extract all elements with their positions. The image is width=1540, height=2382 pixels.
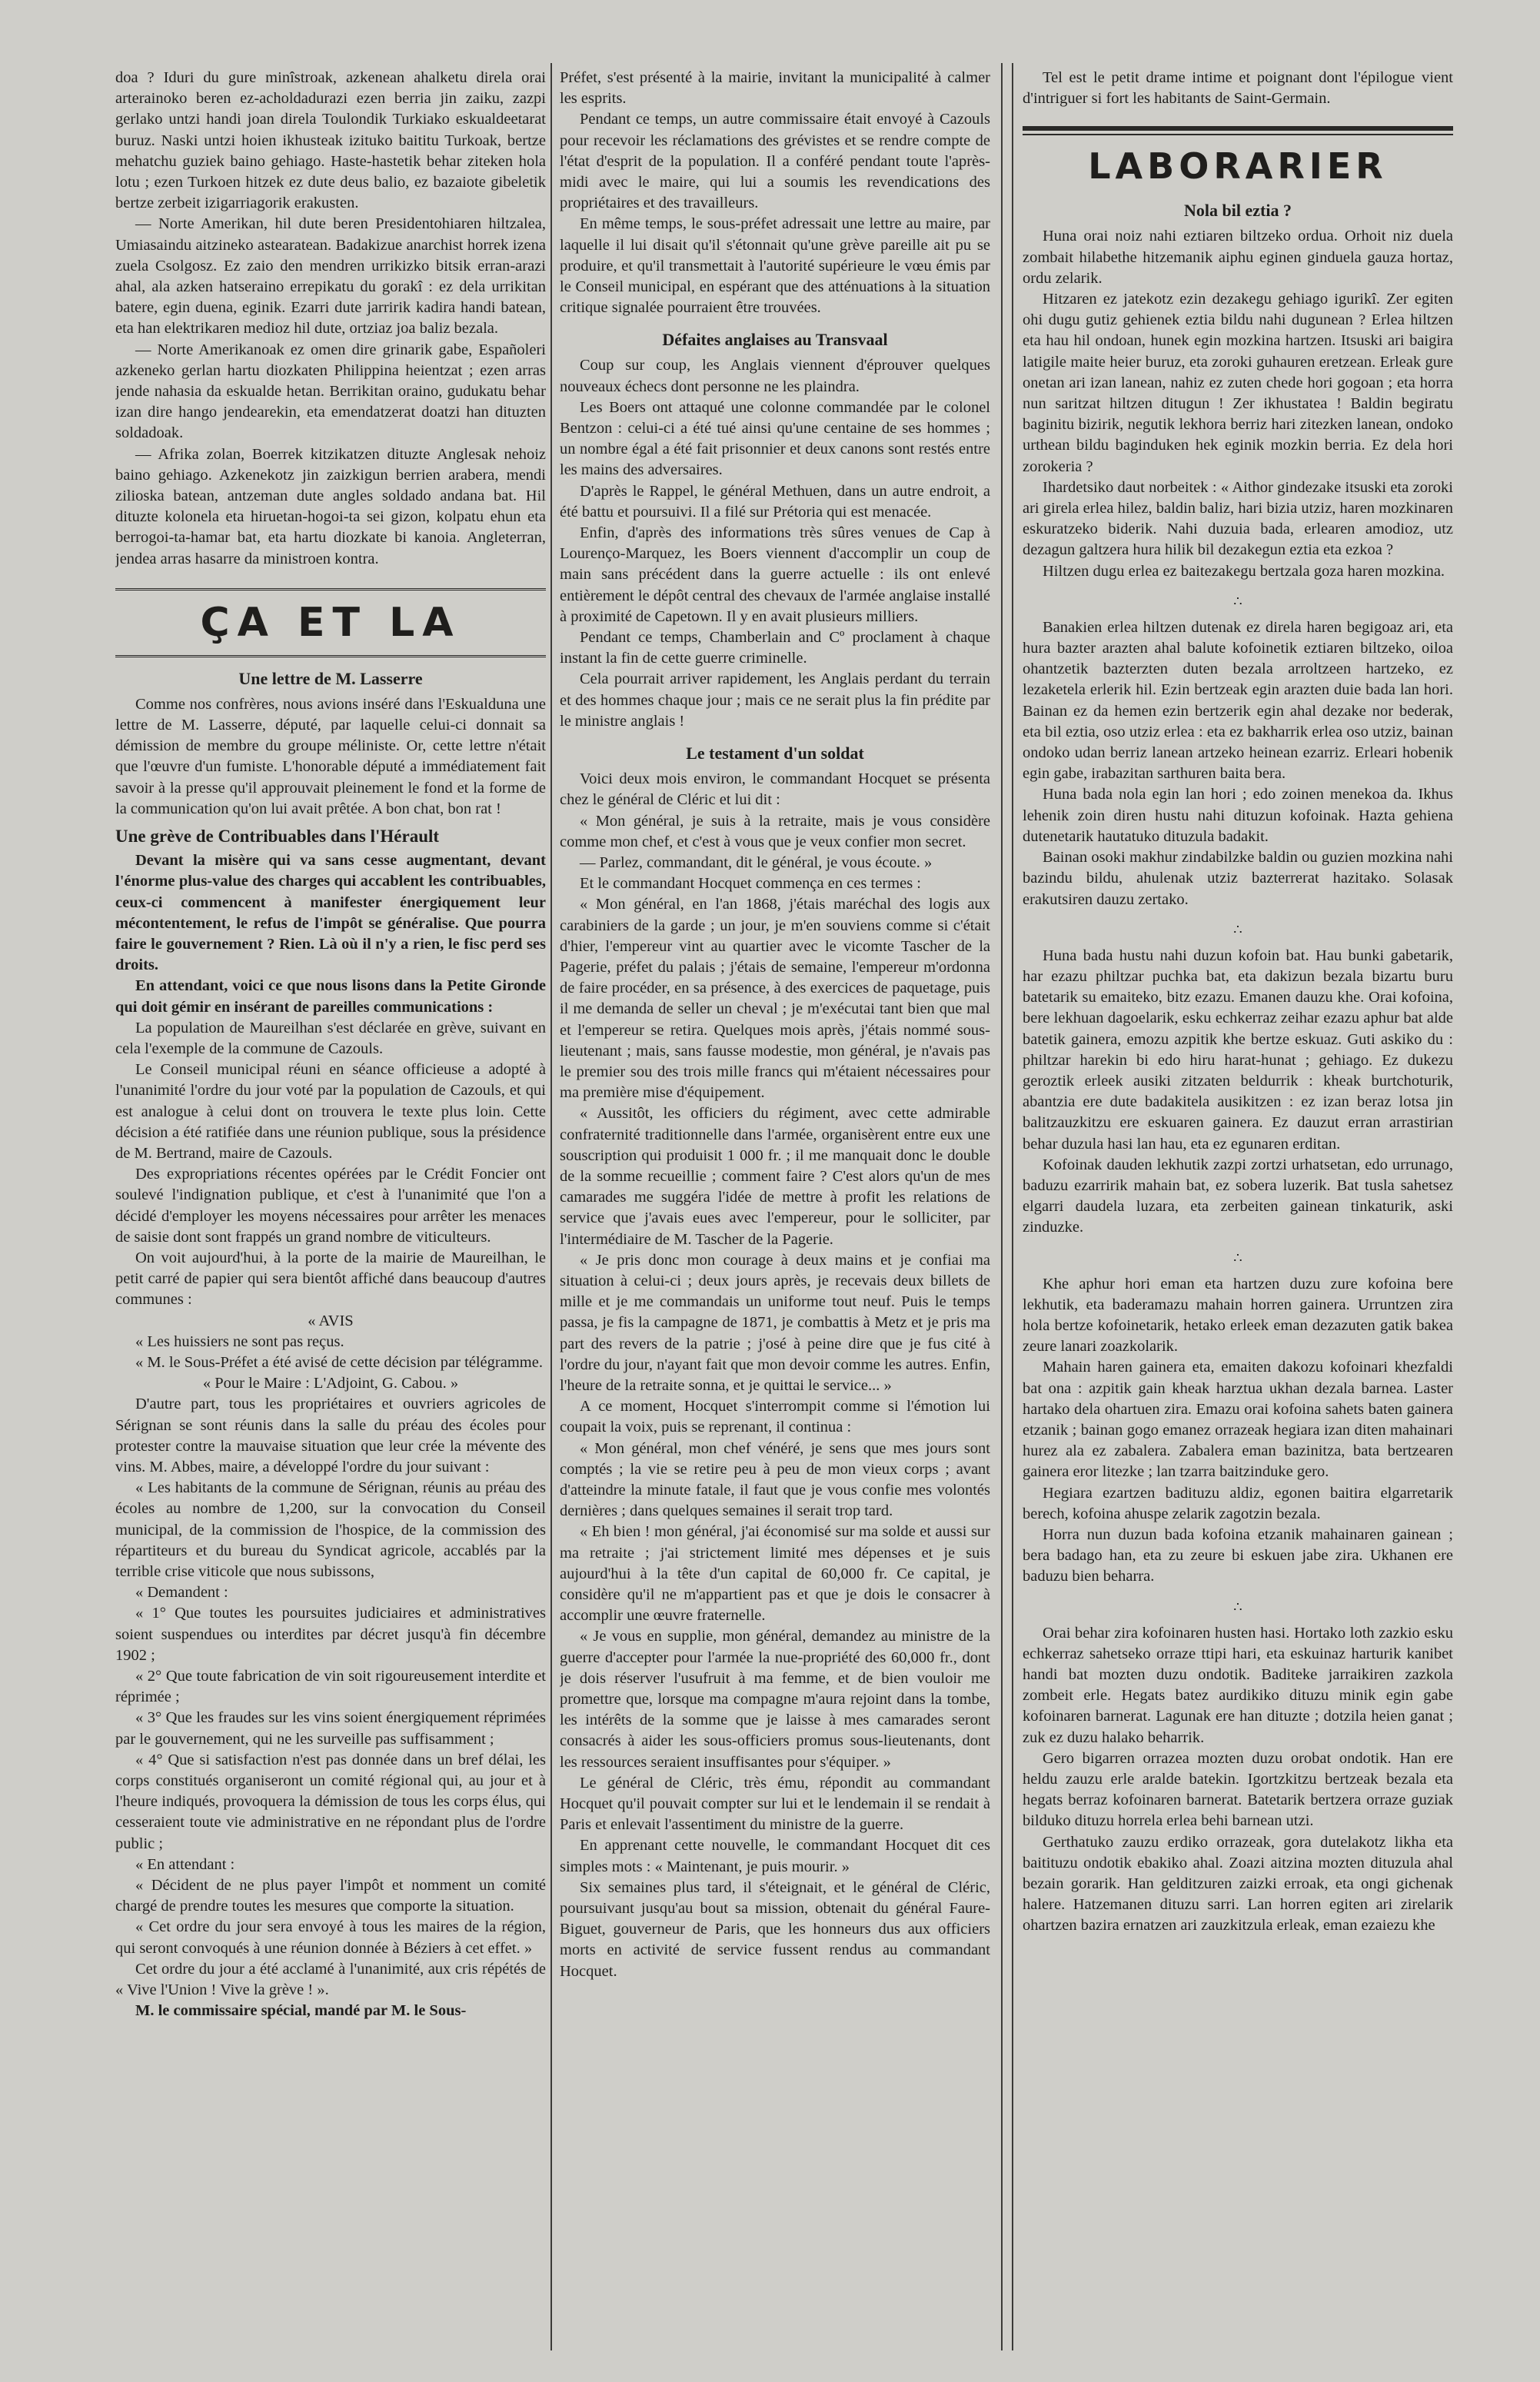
article-paragraph: Voici deux mois environ, le commandant Hocquet se présenta chez le général de Cléric et lui dit : [560,770,990,809]
section-separator-icon: ∴ [1233,1599,1242,1615]
article-paragraph: Orai behar zira kofoinaren husten hasi. Hortako loth zazkio esku echkerraz sahetseko orraze ttipi hari, eta eskuinaz harturik kanibet handi bat mozten duzu ondotik. Baditeke jarraikiren zazkola zombeit erle. Hegats batez aurdikiko dituzu minik egin gabe kofoinaren barnerat. Lagunak ere han dituzte ; dotzila heien ganat ; zuk ez duzu halako beharrik. [1023,1624,1453,1746]
article-paragraph: « Mon général, je suis à la retraite, mais je vous considère comme mon chef, et c'est à vous que je veux confier mon secret. [560,812,990,850]
article-paragraph: Huna orai noiz nahi eztiaren biltzeko ordua. Orhoit niz duela zombait hilabethe hitzemanik aiphu eginen ginduela gauza hortaz, ordu zelarik. [1023,228,1453,287]
article-paragraph: Enfin, d'après des informations très sûres venues de Cap à Lourenço-Marquez, les Boers viennent d'accomplir un coup de main sans précédent dans la guerre actuelle : ils ont enlevé entièrement le dépôt central des chevaux de l'armée anglaise installé à proximité de Capetown. Il y en avait plusieurs milliers. [560,524,990,625]
article-paragraph: Tel est le petit drame intime et poignant dont l'épilogue vient d'intriguer si fort les habitants de Saint-Germain. [1023,69,1453,108]
article-paragraph: « Eh bien ! mon général, j'ai économisé sur ma solde et aussi sur ma retraite ; j'ai strictement limité mes dépenses et je suis aujourd'hui à la tête d'un capital de 60,000 fr. Ce capital, je considère qu'il ne m'appartient pas et que je dois le consacrer à accomplir une œuvre fraternelle. [560,1523,990,1625]
article-paragraph: Et le commandant Hocquet commença en ces termes : [580,875,921,893]
article-paragraph: Bainan osoki makhur zindabilzke baldin ou guzien mozkina nahi bazindu bildu, ahulenak utziz bazterrerat hazitako. Solasak erakutsiren dauzu zertako. [1023,849,1453,908]
column-3 [1023,68,1453,2351]
article-paragraph: Gero bigarren orrazea mozten duzu orobat ondotik. Han ere heldu zauzu erle aralde batekin. Igortzkitzu bertzeak bezala eta hegats berraz kofoinaren barnerat. Batetarik bertzera orraze guziak bilduko dituzu horrela erlea behi barnean utzi. [1023,1749,1453,1830]
article-lead: Devant la misère qui va sans cesse augmentant, devant l'énorme plus-value des charges qui accablent les contribuables, ceux-ci commencent à manifester énergiquement leur mécontentement, le refus de l'impôt se généralise. Que pourra faire le gouvernement ? Rien. Là où il n'y a rien, le fisc perd ses droits. [115,852,546,974]
notice-signature: « Pour le Maire : L'Adjoint, G. Cabou. » [202,1375,459,1392]
article-paragraph: « Aussitôt, les officiers du régiment, avec cette admirable confraternité traditionnelle dans l'armée, organisèrent entre eux une souscription qui produisit 1 000 fr. ; il me manquait donc le double de la somme recueillie ; comment faire ? C'est alors qu'un de mes camarades me suggéra l'idée de mettre à profit les relations de service que j'avais eues avec l'empereur, pour le solliciter, par l'intermédiaire de M. Tascher de la Pagerie. [560,1105,990,1248]
article-paragraph: Horra nun duzun bada kofoina etzanik mahainaren gainean ; bera badago han, eta zu zeure bi eskuen jabe zira. Ukhanen ere baduzu bien beharra. [1023,1525,1453,1585]
article-paragraph: « Je vous en supplie, mon général, demandez au ministre de la guerre d'accepter pour l'armée la nue-propriété des 60,000 fr., dont je dois réserver l'usufruit à ma femme, et de bien vouloir me promettre que, lorsque ma compagne m'aura rejoint dans la tombe, les intérêts de la somme que je laisse à mes camarades seront consacrés à aider les sous-officiers promus sous-lieutenants, dont les ressources seraient insuffisantes pour s'équiper. » [560,1628,990,1771]
article-paragraph: — Norte Amerikan, hil dute beren Presidentohiaren hiltzalea, Umiasaindu aitzineko astearatean. Badakizue anarchist horrek izena zuela Csolgosz. Ez zaio den mendren urrikizko bitsik erran-arazi ahal, ala azken hatseraino errepikatu du gorakî : ez dela urrikitan batere, egin duena, eginik. Ezarri dute jarririk kadira handi batean, eta han elektrikaren medioz hil dute, ortziaz joa baliz bezala. [115,215,546,338]
article-paragraph: Hitzaren ez jatekotz ezin dezakegu gehiago igurikî. Zer egiten ohi dugu gutiz gehienek eztia bildu nahi dugunean ? Erlea hiltzen eta hau hil ondoan, hunek egin mozkina hartzen. Itsuski ari baigira latigile maite heier buruz, eta zoroki guhauren eretzean. Erleak gure onetan ari izan lanean, nahiz ez zuten chede hori gogoan ; eta horra nun saritzat hiltzen ditugun ! Zer ikhustatea ! Baldin begiratu baginitu bizirik, negutik lekhora berriz hari zitezken lanean, ondoko urthean bildu baginduken hek eginik mozkin berria. Ez dela hori zorokeria ? [1023,291,1453,475]
column-1 [115,68,546,2351]
article-title: Nola bil eztia ? [1184,201,1292,221]
article-paragraph: La population de Maureilhan s'est déclarée en grève, suivant en cela l'exemple de la commune de Cazouls. [115,1019,546,1057]
article-paragraph: D'autre part, tous les propriétaires et ouvriers agricoles de Sérignan se sont réunis dans la salle du préau des écoles pour protester contre la mauvaise situation que leur crée la mévente des vins. M. Abbes, maire, a développé l'ordre du jour suivant : [115,1396,546,1475]
article-title: Le testament d'un soldat [686,744,864,764]
section-title: LABORARIER [1023,126,1453,189]
article-paragraph: Hiltzen dugu erlea ez baitezakegu bertzala goza haren mozkina. [1043,562,1445,580]
article-paragraph: Huna bada hustu nahi duzun kofoin bat. Hau bunki gabetarik, har ezazu philtzar puchka bat, eta dakizun bezala bizartu buru batetarik su emaiteko, bitz ezazu. Emanen dauzu khe. Orai kofoina, bere lekhuan dagoelarik, esku echkerraz zeihar ezazu aphur bat alde batetik gainera, emozu azpitik khe bertze eskuaz. Guti askiko du : philtzar harekin bi edo hiru harat-hunat ; gehiago. Ez dukezu geroztik erleek ausiki zitzaten beldurrik : kheak burtchoturik, abantzia ere dute badakitela ausikitzen : ez izan beraz lotsa jin balitzauzkitzu ere eskuaren gainera. Ez dauzut erran arrastirian behar duzula hasi lan hau, eta ez egunaren erditan. [1023,946,1453,1153]
article-paragraph: Des expropriations récentes opérées par le Crédit Foncier ont soulevé l'indignation publique, et c'est à l'unanimité que l'on a décidé d'employer les moyens nécessaires pour arrêter les menaces de saisie dont sont frappés un grand nombre de viticulteurs. [115,1166,546,1246]
article-paragraph: M. le commissaire spécial, mandé par M. le Sous- [135,2002,467,2020]
notice-line: « Les huissiers ne sont pas reçus. [135,1332,344,1350]
section-separator-icon: ∴ [1233,1249,1242,1266]
column-rule [550,63,552,2350]
article-paragraph: — Afrika zolan, Boerrek kitzikatzen dituzte Anglesak nehoiz baino gehiago. Azkenekotz jin zaizkigun berrien arabera, mendi zilioska batean, antzeman dute angles soldado andana bat. Hil dituzte kolonela eta hiruetan-hogoi-ta sei gizon, kolpatu ehun eta berrogoi-ta-hamar bat, eta hartu diozkate bi kanoia. Angleterran, jendea arras hasarre da ministroen kontra. [115,445,546,567]
article-paragraph: « 4° Que si satisfaction n'est pas donnée dans un bref délai, les corps constitués organiseront un comité régional qui, au jour et à l'heure indiqués, provoquera la démission de tous les corps élus, qui cesseraient toute vie administrative en ne répondant plus de l'ordre public ; [115,1751,546,1852]
article-paragraph: « Demandent : [135,1584,228,1602]
article-paragraph: Les Boers ont attaqué une colonne commandée par le colonel Bentzon : celui-ci a été tué ainsi qu'une centaine de ses hommes ; un nombre égal a été fait prisonnier et deux canons sont restés entre les mains des adversaires. [560,398,990,479]
article-paragraph: « Je pris donc mon courage à deux mains et je confiai ma situation à celui-ci ; deux jours après, je recevais deux billets de mille et je me commandais un uniforme tout neuf. Puis le temps passa, je fis la campagne de 1871, je combattis à Metz et je pris ma part des revers de la patrie ; j'osé à peine dire que je fus cité à l'ordre du jour, n'ayant fait que mon devoir comme les autres. Enfin, l'heure de la retraite sonna, et je quittai le service... » [560,1251,990,1394]
article-paragraph: « 3° Que les fraudes sur les vins soient énergiquement réprimées par le gouvernement, qui ne les surveille pas suffisamment ; [115,1709,546,1748]
article-paragraph: Six semaines plus tard, il s'éteignait, et le général de Cléric, poursuivant jusqu'au bout sa mission, obtenait du général Faure-Biguet, gouverneur de Paris, que les honneurs dus aux officiers morts en activité de service fussent rendus au commandant Hocquet. [560,1878,990,1980]
article-paragraph: D'après le Rappel, le général Methuen, dans un autre endroit, a été battu et poursuivi. Il a filé sur Prétoria qui est menacée. [560,482,990,521]
article-paragraph: doa ? Iduri du gure minîstroak, azkenean ahalketu direla orai arterainoko beren ez-acholdadurazi ezen berria jin zaiku, zazpi gerlako untzi handi joan direla Toulondik Turkiako eskualdeetarat buruz. Naski untzi hoien ikhusteak izituko baititu Turkoak, bertze mehatchu guziek baino gehiago. Haste-hastetik behar ziteken hola lotu ; ezen Turkoen hitzek ez dute deus balio, ez bazaiote gibeletik bertze zerbeit izigarriagorik erakusten. [115,69,546,212]
article-paragraph: — Norte Amerikanoak ez omen dire grinarik gabe, Españoleri azkeneko gerlan hartu diozkaten Philippina heientzat ; ezen arras jende nahasia da eskualde hetan. Berrikitan oraino, gudukatu behar izan dire hango jendearekin, eta emendatzerat doatzi han dituzten soldadoak. [115,341,546,442]
article-paragraph: « 2° Que toute fabrication de vin soit rigoureusement interdite et réprimée ; [115,1668,546,1706]
section-title: ÇA ET LA [115,588,546,657]
article-paragraph: « Mon général, mon chef vénéré, je sens que mes jours sont comptés ; la vie se retire peu à peu de mon vieux corps ; avant d'atteindre la minute fatale, il faut que je vous confie mes volontés dernières ; dans quelques semaines il serait trop tard. [560,1439,990,1520]
notice-title: « AVIS [308,1312,354,1329]
article-paragraph: Pendant ce temps, Chamberlain and Cº proclament à chaque instant la fin de cette guerre criminelle. [560,629,990,667]
article-paragraph: Cet ordre du jour a été acclamé à l'unanimité, aux cris répétés de « Vive l'Union ! Vive la grève ! ». [115,1960,546,1999]
column-rule [1001,63,1003,2350]
article-title: Une grève de Contribuables dans l'Hérault [115,827,440,847]
column-2 [560,68,990,2351]
article-paragraph: Banakien erlea hiltzen dutenak ez direla haren begigoaz ari, eta hura bazter arazten ahal balute kofoinetik eztiaren biltzeko, oiloa ohantzetik bazterzten duten bezala arroltzeen hartzeko, ez lezaketela erlerik hil. Ezin bertzeak egin arazten duie bada lan hori. Bainan ez da hemen ezin bertzerik egin ahal dezake nor bederak, eta bil eztia, oso utziz erlea : eta ez bakharrik erlea oso utziz, bainan ondoko udan berriz lanean artzeko heinean ezarriz. Erleari hobenik egin gabe, irabazitan sarthuren baita bera. [1023,618,1453,783]
section-separator-icon: ∴ [1233,593,1242,609]
article-paragraph: Kofoinak dauden lekhutik zazpi zortzi urhatsetan, edo urrunago, baduzu ezarririk mahain bat, ez sobera luzerik. Bat tusla sahetsez elgarri daudela luzara, eta zerbeiten gainean tinkaturik, aski zinduzke. [1023,1156,1453,1236]
article-title: Une lettre de M. Lasserre [238,668,423,688]
article-paragraph: On voit aujourd'hui, à la porte de la mairie de Maureilhan, le petit carré de papier qui sera bientôt affiché dans beaucoup d'autres communes : [115,1249,546,1309]
article-paragraph: « En attendant : [135,1855,235,1873]
article-paragraph: Hegiara ezartzen badituzu aldiz, egonen baitira elgarretarik berech, kofoina ahuspe zelarik zagotzin bezala. [1023,1484,1453,1522]
article-paragraph: Huna bada nola egin lan hori ; edo zoinen menekoa da. Ikhus lehenik zoin diren hustu nahi dituzun kofoinak. Hazta gehiena dutenetarik hautatuko dituzula badakit. [1023,786,1453,845]
column-rule [1012,63,1013,2350]
article-paragraph: En même temps, le sous-préfet adressait une lettre au maire, par laquelle il lui disait qu'il s'étonnait qu'une grève pareille ait pu se produire, et qu'il transmettait à l'autorité supérieure le vœu émis par le Conseil municipal, en espérant que des atténuations à la situation critique signalée pourraient être trouvées. [560,215,990,317]
article-paragraph: — Parlez, commandant, dit le général, je vous écoute. » [580,853,933,871]
article-paragraph: Coup sur coup, les Anglais viennent d'éprouver quelques nouveaux échecs dont personne ne les plaindra. [560,357,990,395]
article-paragraph: « Décident de ne plus payer l'impôt et nomment un comité chargé de prendre toutes les mesures que comporte la situation. [115,1877,546,1915]
article-title: Défaites anglaises au Transvaal [662,330,888,350]
article-paragraph: Ihardetsiko daut norbeitek : « Aithor gindezake itsuski eta zoroki ari girela erlea hilez, baldin baliz, hari bizia utziz, haren mozkinaren eskuratzeko biderik. Nahi duzuia bada, erlearen amodioz, utz dezagun galtzera hura hilik bil dezakegun eztia eta ezkoa ? [1023,478,1453,559]
article-paragraph: Le Conseil municipal réuni en séance officieuse a adopté à l'unanimité l'ordre du jour voté par la population de Cazouls, et qui est analogue à celui dont on trouvera le texte plus loin. Cette décision a été ratifiée dans une réunion publique, sous la présidence de M. Bertrand, maire de Cazouls. [115,1061,546,1162]
article-lead: En attendant, voici ce que nous lisons dans la Petite Gironde qui doit gémir en insérant de pareilles communications : [115,977,546,1016]
article-paragraph: En apprenant cette nouvelle, le commandant Hocquet dit ces simples mots : « Maintenant, je puis mourir. » [560,1837,990,1875]
article-paragraph: « 1° Que toutes les poursuites judiciaires et administratives soient suspendues ou interdites par décret jusqu'à fin décembre 1902 ; [115,1605,546,1664]
article-paragraph: A ce moment, Hocquet s'interrompit comme si l'émotion lui coupait la voix, puis se reprenant, il continua : [560,1398,990,1436]
section-separator-icon: ∴ [1233,921,1242,937]
article-paragraph: « Cet ordre du jour sera envoyé à tous les maires de la région, qui seront convoqués à une réunion donnée à Béziers à cet effet. » [115,1918,546,1957]
article-paragraph: « Les habitants de la commune de Sérignan, réunis au préau des écoles au nombre de 1,200, sur la convocation du Conseil municipal, de la commission de l'hospice, de la commission des répartiteurs et du bureau du Syndicat agricole, accablés par la terrible crise viticole que nous subissons, [115,1479,546,1580]
article-paragraph: Pendant ce temps, un autre commissaire était envoyé à Cazouls pour recevoir les réclamations des grévistes et se rendre compte de l'état d'esprit de la population. Il a conféré pendant toute l'après-midi avec le maire, qui lui a soumis les revendications des propriétaires et des travailleurs. [560,111,990,212]
article-paragraph: Gerthatuko zauzu erdiko orrazeak, gora dutelakotz likha eta baitituzu ondotik ebakiko ahal. Zoazi aitzina mozten dituzula ahal bezain gorarik. Han gelditzuren zaizki erroak, eta ongi gichenak halere. Hatzemanen dituzu sarri. Lan horren egiten ari zirelarik ohartzen bazira ernatzen ari zauzkitzula erleak, eman ezaiezu khe [1023,1833,1453,1935]
article-paragraph: Mahain haren gainera eta, emaiten dakozu kofoinari khezfaldi bat ona : azpitik gain kheak harztua ukhan dezala barnea. Laster hartako dela ohartuen zira. Emazu orai kofoina sahets baten gainera etzanik ; bainan gogo emanez orrazeak hegiara izan diten mahainari hurez ala ez zabalera. Zabalera eman bazinitza, bata bertzearen gainera eror litezke ; lan tzarra baitzinduke gero. [1023,1359,1453,1481]
notice-line: « M. le Sous-Préfet a été avisé de cette décision par télégramme. [135,1353,543,1371]
article-paragraph: Comme nos confrères, nous avions inséré dans l'Eskualduna une lettre de M. Lasserre, député, par laquelle celui-ci donnait sa démission de membre du groupe méliniste. Or, cette lettre n'était que l'œuvre d'un fumiste. L'honorable député a immédiatement fait savoir à la presse qu'il approuvait pleinement le fond et la forme de la communication qu'on lui avait prêtée. A bon chat, bon rat ! [115,695,546,817]
article-paragraph: Cela pourrait arriver rapidement, les Anglais perdant du terrain et des hommes chaque jour ; mais ce ne serait plus la fin prédite par le ministre anglais ! [560,670,990,730]
article-paragraph: Khe aphur hori eman eta hartzen duzu zure kofoina bere lekhutik, eta baderamazu mahain horren gainera. Urruntzen zira hola bertze kofoinetarik, hetako erleek eman dezazuten gatik bakea zeure lanari zoazkolarik. [1023,1275,1453,1356]
article-paragraph: Le général de Cléric, très ému, répondit au commandant Hocquet qu'il pouvait compter sur lui et le lendemain il se rendait à Paris et enlevait l'assentiment du ministre de la guerre. [560,1774,990,1834]
article-paragraph: « Mon général, en l'an 1868, j'étais maréchal des logis aux carabiniers de la garde ; un jour, je m'en souviens comme si c'était d'hier, l'empereur vint au quartier avec le vicomte Tascher de la Pagerie, préfet du palais ; j'étais de semaine, l'empereur m'ordonna de faire procéder, en sa présence, à des exercices de paquetage, puis il me demanda de seller un cheval ; je m'exécutai tant bien que mal et l'empereur se retira. Quelques mois après, j'étais nommé sous-lieutenant ; mais, sans fausse modestie, mon général, je n'avais pas le premier sou des trois mille francs qui m'étaient nécessaires pour ma première mise d'équipement. [560,896,990,1102]
article-paragraph: Préfet, s'est présenté à la mairie, invitant la municipalité à calmer les esprits. [560,69,990,108]
